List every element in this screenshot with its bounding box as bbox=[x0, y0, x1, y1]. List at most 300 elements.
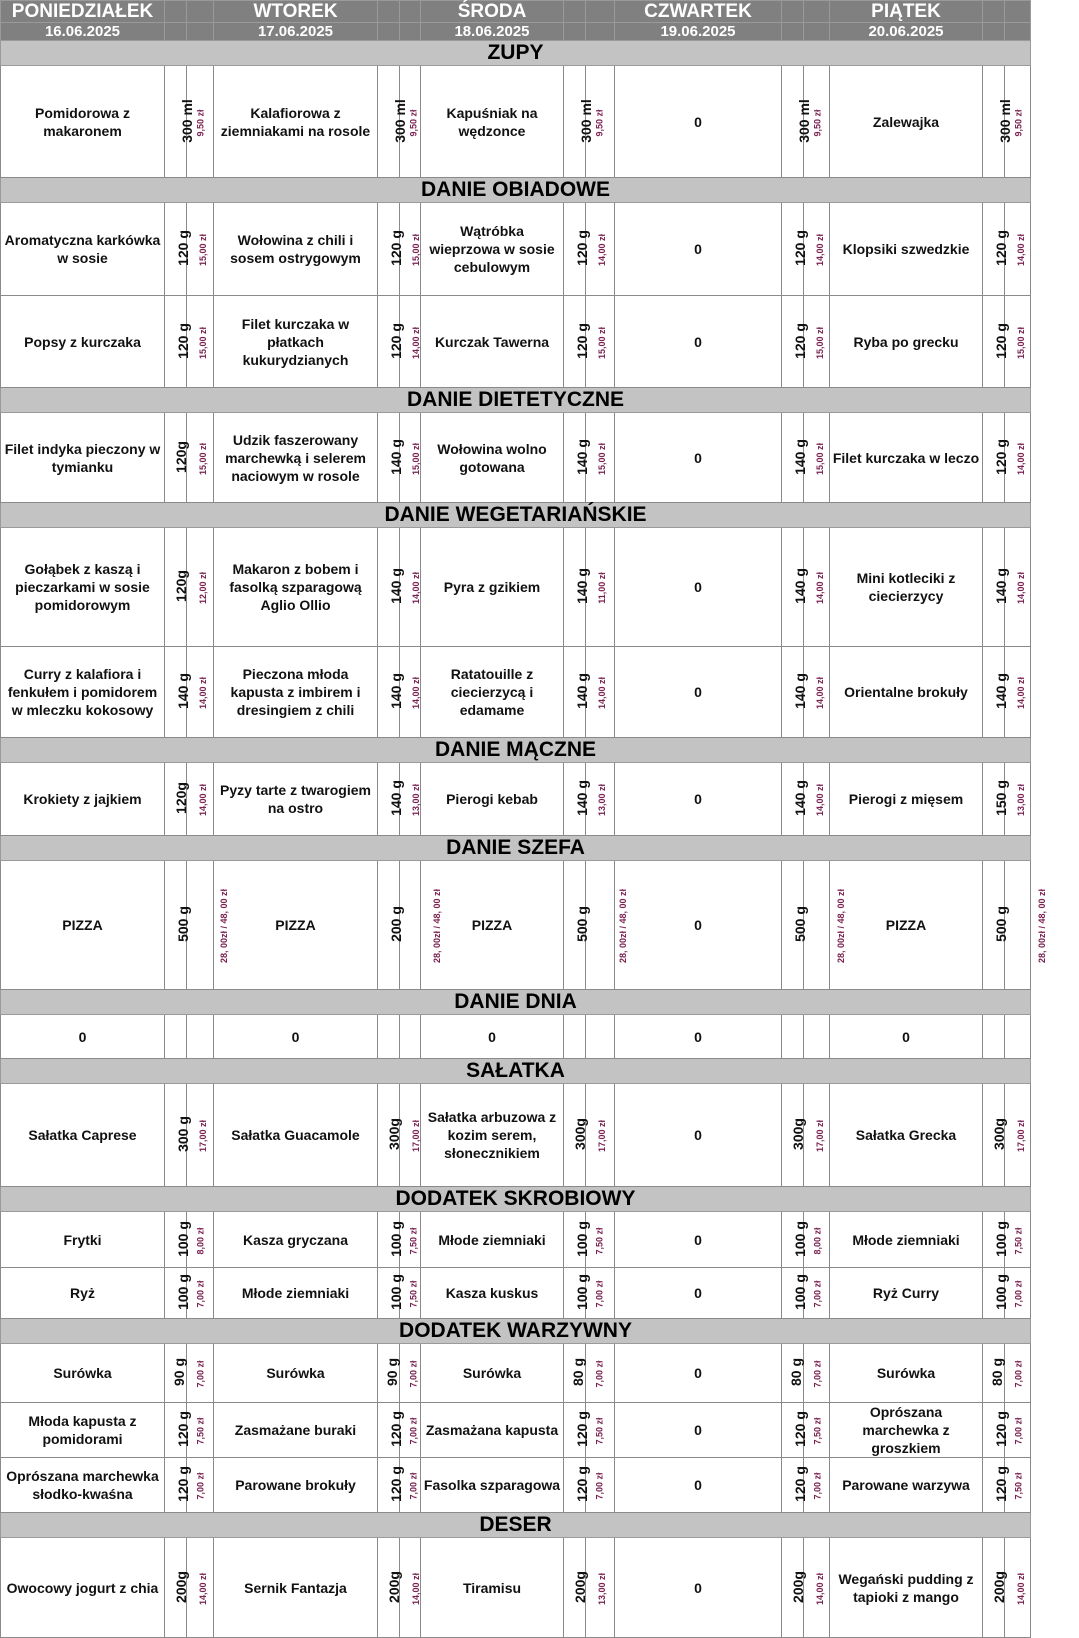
dish-name: Kapuśniak na wędzonce bbox=[421, 66, 564, 178]
dish-weight: 100 g bbox=[791, 1274, 808, 1310]
dish-price-cell bbox=[187, 1538, 214, 1638]
dish-weight: 300 ml bbox=[391, 98, 408, 143]
dish-name: Młode ziemniaki bbox=[830, 1212, 983, 1268]
dish-price-cell bbox=[586, 1538, 615, 1638]
dish-weight-cell bbox=[782, 203, 808, 296]
dish-weight: 120 g bbox=[992, 438, 1009, 475]
dish-name: Oprószana marchewka z groszkiem bbox=[830, 1403, 983, 1458]
dish-weight: 120 g bbox=[791, 1466, 808, 1502]
dish-weight: 120 g bbox=[174, 322, 191, 359]
day-name: WTOREK bbox=[214, 1, 378, 23]
dish-price: 15,00 zł bbox=[815, 326, 826, 359]
dish-price: 14,00 zł bbox=[1016, 442, 1027, 475]
dish-price: 13,00 zł bbox=[411, 783, 422, 817]
dish-price: 7,00 zł bbox=[408, 1360, 419, 1388]
dish-weight: 300g bbox=[571, 1118, 588, 1150]
dish-weight-cell bbox=[564, 413, 590, 503]
dish-price: 7,00 zł bbox=[195, 1360, 206, 1388]
dish-weight-cell bbox=[782, 1084, 804, 1187]
dish-price: 9,50 zł bbox=[1013, 108, 1024, 137]
dish-price: 13,00 zł bbox=[1016, 783, 1027, 817]
menu-item-row bbox=[1, 1015, 1031, 1059]
dish-weight-cell bbox=[782, 1403, 808, 1458]
day-name: ŚRODA bbox=[421, 1, 564, 23]
dish-name: Pieczona młoda kapusta z imbirem i dresingiem z chili bbox=[214, 647, 378, 738]
menu-item-row bbox=[1, 861, 1031, 990]
dish-weight-cell bbox=[564, 66, 594, 178]
dish-weight: 140 g bbox=[791, 673, 808, 709]
dish-price: 14,00 zł bbox=[198, 676, 209, 710]
dish-name: Filet kurczaka w płatkach kukurydzianych bbox=[214, 296, 378, 388]
dish-weight: 120 g bbox=[992, 1411, 1009, 1447]
dish-name: Oprószana marchewka słodko-kwaśna bbox=[1, 1458, 165, 1513]
dish-weight-cell bbox=[564, 1268, 590, 1319]
dish-weight: 500 g bbox=[174, 906, 191, 942]
dish-weight-cell bbox=[378, 1458, 404, 1513]
dish-name: 0 bbox=[615, 1403, 782, 1458]
dish-weight: 140 g bbox=[387, 568, 404, 604]
dish-weight-cell bbox=[378, 413, 404, 503]
dish-weight-cell bbox=[983, 296, 1009, 388]
dish-weight-cell bbox=[782, 528, 808, 647]
day-name: CZWARTEK bbox=[615, 1, 782, 23]
dish-price: 14,00 zł bbox=[597, 676, 608, 710]
dish-weight: 200g bbox=[990, 1570, 1007, 1603]
dish-price: 15,00 zł bbox=[411, 442, 422, 475]
menu-item-row bbox=[1, 1268, 1031, 1319]
dish-weight-cell bbox=[983, 528, 1009, 647]
dish-weight: 120 g bbox=[387, 1411, 404, 1447]
dish-price-cell bbox=[1005, 1344, 1031, 1403]
dish-weight-cell bbox=[378, 1268, 404, 1319]
dish-weight: 120 g bbox=[174, 1411, 191, 1447]
section-header-row bbox=[1, 738, 1031, 763]
dish-name: Kalafiorowa z ziemniakami na rosole bbox=[214, 66, 378, 178]
day-date: 17.06.2025 bbox=[214, 23, 378, 41]
dish-weight-cell bbox=[782, 413, 808, 503]
dish-price: 15,00 zł bbox=[198, 442, 209, 475]
section-title: ZUPY bbox=[1, 41, 1031, 66]
dish-weight-cell bbox=[378, 1538, 400, 1638]
dish-price: 14,00 zł bbox=[1016, 1572, 1027, 1605]
dish-name: 0 bbox=[615, 1212, 782, 1268]
section-header-row bbox=[1, 388, 1031, 413]
dish-price: 14,00 zł bbox=[815, 1572, 826, 1605]
menu-item-row bbox=[1, 528, 1031, 647]
day-name: PIĄTEK bbox=[830, 1, 983, 23]
dish-weight: 120 g bbox=[174, 230, 191, 266]
dish-weight: 120 g bbox=[992, 1466, 1009, 1502]
dish-price-cell bbox=[586, 1015, 615, 1059]
dish-weight: 90 g bbox=[384, 1357, 401, 1387]
dish-weight: 140 g bbox=[573, 673, 590, 709]
dish-weight: 120 g bbox=[791, 322, 808, 359]
dish-weight-cell bbox=[165, 1403, 191, 1458]
dish-price: 14,00 zł bbox=[815, 676, 826, 710]
dish-name: 0 bbox=[615, 1458, 782, 1513]
dish-price-cell bbox=[804, 1084, 830, 1187]
dish-weight: 140 g bbox=[573, 780, 590, 816]
dish-price-cell bbox=[400, 1015, 421, 1059]
dish-weight-cell bbox=[165, 1344, 187, 1403]
section-header-row bbox=[1, 836, 1031, 861]
dish-name: 0 bbox=[615, 413, 782, 503]
dish-name: Surówka bbox=[1, 1344, 165, 1403]
dish-weight-cell bbox=[378, 203, 404, 296]
dish-weight-cell bbox=[983, 1458, 1009, 1513]
section-header-row bbox=[1, 1059, 1031, 1084]
menu-item-row bbox=[1, 66, 1031, 178]
dish-name: Pierogi z mięsem bbox=[830, 763, 983, 836]
dish-name: 0 bbox=[1, 1015, 165, 1059]
dish-name: Makaron z bobem i fasolką szparagową Aglio Ollio bbox=[214, 528, 378, 647]
menu-body bbox=[1, 0, 1048, 1638]
dish-weight-cell bbox=[564, 528, 590, 647]
dish-weight: 120 g bbox=[573, 322, 590, 359]
dish-name: Curry z kalafiora i fenkułem i pomidorem w mleczku kokosowy bbox=[1, 647, 165, 738]
menu-item-row bbox=[1, 1212, 1031, 1268]
dish-weight-cell bbox=[983, 413, 1009, 503]
dish-name: 0 bbox=[615, 1015, 782, 1059]
dish-price-cell bbox=[400, 1538, 421, 1638]
dish-name: Młode ziemniaki bbox=[214, 1268, 378, 1319]
dish-name: Pyzy tarte z twarogiem na ostro bbox=[214, 763, 378, 836]
dish-weight: 300g bbox=[385, 1118, 402, 1150]
dish-price: 7,00 zł bbox=[812, 1280, 823, 1308]
dish-weight-cell bbox=[782, 1015, 804, 1059]
dish-price-cell bbox=[804, 1344, 830, 1403]
dish-name: Wątróbka wieprzowa w sosie cebulowym bbox=[421, 203, 564, 296]
dish-price-cell bbox=[1005, 1015, 1031, 1059]
section-title: DANIE WEGETARIAŃSKIE bbox=[1, 503, 1031, 528]
dish-price: 9,50 zł bbox=[812, 108, 823, 137]
dish-price-cell bbox=[804, 1015, 830, 1059]
dish-price: 28, 00zł / 48, 00 zł bbox=[1037, 888, 1048, 964]
dish-weight-cell bbox=[782, 296, 808, 388]
day-date: 20.06.2025 bbox=[830, 23, 983, 41]
date-header-row bbox=[1, 23, 1031, 41]
dish-weight: 120g bbox=[172, 570, 189, 602]
dish-weight-cell bbox=[378, 647, 404, 738]
dish-weight: 80 g bbox=[989, 1357, 1006, 1387]
dish-weight-cell bbox=[983, 1212, 1009, 1268]
section-header-row bbox=[1, 1319, 1031, 1344]
dish-price: 14,00 zł bbox=[411, 676, 422, 710]
dish-price: 14,00 zł bbox=[815, 783, 826, 817]
dish-weight: 120 g bbox=[573, 1466, 590, 1502]
dish-price: 14,00 zł bbox=[198, 783, 209, 817]
menu-item-row bbox=[1, 763, 1031, 836]
dish-weight: 140 g bbox=[174, 673, 191, 709]
dish-price: 12,00 zł bbox=[198, 571, 209, 605]
dish-name: Surówka bbox=[421, 1344, 564, 1403]
dish-price: 14,00 zł bbox=[597, 233, 608, 267]
dish-price-cell bbox=[187, 1015, 214, 1059]
dish-name: Młode ziemniaki bbox=[421, 1212, 564, 1268]
dish-price-cell bbox=[187, 528, 214, 647]
dish-name: Kurczak Tawerna bbox=[421, 296, 564, 388]
dish-weight: 200g bbox=[571, 1570, 588, 1603]
dish-name: Ryba po grecku bbox=[830, 296, 983, 388]
dish-price: 15,00 zł bbox=[1016, 326, 1027, 359]
dish-weight-cell bbox=[983, 1015, 1005, 1059]
dish-weight: 300 ml bbox=[795, 98, 812, 143]
dish-price: 14,00 zł bbox=[1016, 233, 1027, 267]
dish-weight-cell bbox=[564, 763, 590, 836]
dish-name: PIZZA bbox=[830, 861, 983, 990]
dish-price: 28, 00zł / 48, 00 zł bbox=[219, 888, 230, 964]
dish-price: 14,00 zł bbox=[1016, 676, 1027, 710]
section-header-row bbox=[1, 178, 1031, 203]
menu-item-row bbox=[1, 413, 1031, 503]
dish-name: Filet kurczaka w leczo bbox=[830, 413, 983, 503]
dish-price: 7,50 zł bbox=[595, 1226, 605, 1255]
dish-price: 14,00 zł bbox=[411, 1572, 422, 1605]
dish-weight: 100 g bbox=[174, 1274, 191, 1310]
dish-name: Klopsiki szwedzkie bbox=[830, 203, 983, 296]
day-date: 19.06.2025 bbox=[615, 23, 782, 41]
dish-weight-cell bbox=[165, 763, 187, 836]
dish-price: 9,50 zł bbox=[595, 108, 605, 137]
dish-weight: 120g bbox=[172, 782, 189, 814]
dish-name: Popsy z kurczaka bbox=[1, 296, 165, 388]
dish-price: 15,00 zł bbox=[198, 326, 209, 359]
dish-weight-cell bbox=[564, 861, 590, 990]
dish-weight: 140 g bbox=[791, 568, 808, 604]
dish-weight: 140 g bbox=[387, 780, 404, 816]
dish-name: 0 bbox=[615, 763, 782, 836]
dish-name: Surówka bbox=[214, 1344, 378, 1403]
dish-weight: 100 g bbox=[573, 1274, 590, 1310]
dish-name: 0 bbox=[615, 203, 782, 296]
dish-weight-cell bbox=[782, 1268, 808, 1319]
dish-name: 0 bbox=[615, 1538, 782, 1638]
dish-weight-cell bbox=[378, 296, 404, 388]
dish-weight: 140 g bbox=[387, 673, 404, 709]
day-header-row bbox=[1, 1, 1031, 23]
dish-price: 7,50 zł bbox=[1013, 1472, 1024, 1500]
dish-weight-cell bbox=[983, 1403, 1009, 1458]
menu-item-row bbox=[1, 1403, 1031, 1458]
dish-price: 7,00 zł bbox=[408, 1472, 419, 1500]
dish-weight-cell bbox=[983, 1268, 1009, 1319]
dish-weight-cell bbox=[564, 1015, 586, 1059]
dish-weight-cell bbox=[378, 528, 404, 647]
dish-price: 7,50 zł bbox=[408, 1226, 419, 1255]
dish-weight-cell bbox=[983, 1344, 1005, 1403]
dish-price: 15,00 zł bbox=[815, 442, 826, 475]
dish-weight: 140 g bbox=[791, 438, 808, 475]
section-header-row bbox=[1, 1513, 1031, 1538]
dish-price: 7,00 zł bbox=[408, 1417, 419, 1445]
dish-price: 7,00 zł bbox=[812, 1472, 823, 1500]
dish-price: 28, 00zł / 48, 00 zł bbox=[836, 888, 847, 964]
dish-weight-cell bbox=[165, 861, 191, 990]
dish-weight: 80 g bbox=[788, 1357, 805, 1387]
dish-price: 15,00 zł bbox=[411, 233, 422, 267]
dish-weight: 120 g bbox=[573, 1411, 590, 1447]
dish-weight-cell bbox=[983, 861, 1009, 990]
menu-item-row bbox=[1, 647, 1031, 738]
dish-weight-cell bbox=[983, 647, 1009, 738]
dish-price: 7,00 zł bbox=[1013, 1417, 1024, 1445]
section-title: DESER bbox=[1, 1513, 1031, 1538]
dish-weight-cell bbox=[378, 1084, 400, 1187]
dish-name: 0 bbox=[615, 1084, 782, 1187]
dish-price-cell bbox=[1005, 1538, 1031, 1638]
dish-weight-cell bbox=[165, 413, 187, 503]
dish-price: 7,00 zł bbox=[195, 1280, 206, 1308]
day-name: PONIEDZIAŁEK bbox=[1, 1, 165, 23]
dish-name: Tiramisu bbox=[421, 1538, 564, 1638]
dish-name: Gołąbek z kaszą i pieczarkami w sosie pomidorowym bbox=[1, 528, 165, 647]
dish-price-cell bbox=[187, 763, 214, 836]
dish-weight: 300g bbox=[990, 1118, 1007, 1150]
dish-name: PIZZA bbox=[421, 861, 564, 990]
dish-weight: 120 g bbox=[387, 1466, 404, 1502]
dish-name: Kasza kuskus bbox=[421, 1268, 564, 1319]
dish-weight-cell bbox=[983, 763, 1009, 836]
dish-weight: 140 g bbox=[573, 568, 590, 604]
dish-price: 28, 00zł / 48, 00 zł bbox=[432, 888, 443, 964]
dish-weight-cell bbox=[165, 1458, 191, 1513]
dish-name: Owocowy jogurt z chia bbox=[1, 1538, 165, 1638]
dish-weight-cell bbox=[165, 66, 195, 178]
dish-weight-cell bbox=[782, 1344, 804, 1403]
dish-price: 7,50 zł bbox=[1013, 1226, 1024, 1255]
day-date: 16.06.2025 bbox=[1, 23, 165, 41]
dish-price: 15,00 zł bbox=[597, 442, 608, 475]
dish-weight-cell bbox=[165, 203, 191, 296]
dish-weight: 140 g bbox=[791, 780, 808, 816]
dish-name: Pomidorowa z makaronem bbox=[1, 66, 165, 178]
dish-weight: 500 g bbox=[992, 906, 1009, 942]
menu-item-row bbox=[1, 296, 1031, 388]
section-title: DODATEK SKROBIOWY bbox=[1, 1187, 1031, 1212]
dish-price: 7,00 zł bbox=[195, 1472, 206, 1500]
dish-weight: 120 g bbox=[791, 230, 808, 266]
dish-price: 13,00 zł bbox=[597, 1572, 608, 1605]
dish-weight-cell bbox=[564, 1344, 586, 1403]
dish-weight-cell bbox=[165, 1212, 191, 1268]
dish-name: 0 bbox=[615, 1268, 782, 1319]
dish-name: Fasolka szparagowa bbox=[421, 1458, 564, 1513]
dish-weight: 300 ml bbox=[577, 98, 594, 143]
dish-weight: 120 g bbox=[174, 1466, 191, 1502]
menu-item-row bbox=[1, 1344, 1031, 1403]
dish-weight: 300 g bbox=[174, 1116, 191, 1152]
dish-weight-cell bbox=[782, 647, 808, 738]
dish-name: Orientalne brokuły bbox=[830, 647, 983, 738]
dish-weight: 100 g bbox=[174, 1220, 191, 1257]
dish-name: Ryż bbox=[1, 1268, 165, 1319]
dish-name: Mini kotleciki z ciecierzycy bbox=[830, 528, 983, 647]
dish-weight: 120 g bbox=[992, 322, 1009, 359]
dish-weight: 200g bbox=[385, 1570, 402, 1603]
dish-weight: 120 g bbox=[387, 230, 404, 266]
dish-name: 0 bbox=[615, 861, 782, 990]
dish-weight-cell bbox=[165, 296, 191, 388]
menu-item-row bbox=[1, 1458, 1031, 1513]
dish-name: Surówka bbox=[830, 1344, 983, 1403]
dish-name: Wegański pudding z tapioki z mango bbox=[830, 1538, 983, 1638]
dish-name: 0 bbox=[615, 528, 782, 647]
dish-price: 14,00 zł bbox=[198, 1572, 209, 1605]
dish-price-cell bbox=[400, 1344, 421, 1403]
dish-weight: 100 g bbox=[387, 1274, 404, 1310]
section-title: DANIE DIETETYCZNE bbox=[1, 388, 1031, 413]
dish-weight: 300g bbox=[789, 1118, 806, 1150]
dish-weight-cell bbox=[165, 1084, 191, 1187]
dish-weight: 300 ml bbox=[996, 98, 1013, 143]
dish-weight-cell bbox=[782, 66, 812, 178]
dish-price: 7,00 zł bbox=[812, 1360, 823, 1388]
dish-name: 0 bbox=[615, 647, 782, 738]
dish-weight-cell bbox=[983, 203, 1009, 296]
dish-price: 8,00 zł bbox=[195, 1226, 206, 1255]
dish-weight-cell bbox=[564, 1084, 586, 1187]
dish-price: 8,00 zł bbox=[812, 1226, 823, 1255]
dish-price-cell bbox=[187, 1344, 214, 1403]
dish-weight-cell bbox=[378, 66, 408, 178]
dish-weight-cell bbox=[165, 647, 191, 738]
dish-name: Pyra z gzikiem bbox=[421, 528, 564, 647]
dish-price-cell bbox=[187, 413, 214, 503]
dish-weight: 140 g bbox=[992, 568, 1009, 604]
dish-price: 7,50 zł bbox=[595, 1417, 605, 1445]
dish-name: Młoda kapusta z pomidorami bbox=[1, 1403, 165, 1458]
dish-price: 17,00 zł bbox=[1016, 1119, 1027, 1153]
section-title: DANIE SZEFA bbox=[1, 836, 1031, 861]
section-title: SAŁATKA bbox=[1, 1059, 1031, 1084]
dish-name: Pierogi kebab bbox=[421, 763, 564, 836]
dish-price: 15,00 zł bbox=[198, 233, 209, 267]
dish-name: 0 bbox=[615, 1344, 782, 1403]
dish-name: Sałatka Caprese bbox=[1, 1084, 165, 1187]
dish-price: 9,50 zł bbox=[408, 108, 419, 137]
dish-weight-cell bbox=[782, 1538, 804, 1638]
dish-weight: 200g bbox=[172, 1570, 189, 1603]
dish-name: Ratatouille z ciecierzycą i edamame bbox=[421, 647, 564, 738]
dish-weight-cell bbox=[378, 861, 404, 990]
day-date: 18.06.2025 bbox=[421, 23, 564, 41]
dish-weight-cell bbox=[782, 763, 808, 836]
dish-name: Sernik Fantazja bbox=[214, 1538, 378, 1638]
dish-price-cell bbox=[400, 1084, 421, 1187]
dish-weight: 150 g bbox=[992, 780, 1009, 816]
dish-price: 14,00 zł bbox=[815, 571, 826, 605]
dish-weight-cell bbox=[983, 66, 1013, 178]
dish-weight: 100 g bbox=[992, 1220, 1009, 1257]
dish-price: 9,50 zł bbox=[195, 108, 206, 137]
dish-name: PIZZA bbox=[214, 861, 378, 990]
dish-weight: 100 g bbox=[992, 1274, 1009, 1310]
dish-weight: 80 g bbox=[570, 1357, 587, 1387]
dish-name: Krokiety z jajkiem bbox=[1, 763, 165, 836]
dish-price: 7,00 zł bbox=[1013, 1280, 1024, 1308]
dish-weight-cell bbox=[165, 1538, 187, 1638]
dish-price: 17,00 zł bbox=[411, 1119, 422, 1153]
dish-weight-cell bbox=[165, 528, 187, 647]
dish-price: 17,00 zł bbox=[198, 1119, 209, 1153]
dish-price: 14,00 zł bbox=[1016, 571, 1027, 605]
dish-name: Parowane warzywa bbox=[830, 1458, 983, 1513]
dish-price: 28, 00zł / 48, 00 zł bbox=[618, 888, 629, 964]
dish-weight-cell bbox=[378, 763, 404, 836]
dish-weight-cell bbox=[564, 1458, 590, 1513]
dish-price: 11,00 zł bbox=[596, 572, 607, 604]
dish-price: 7,00 zł bbox=[1013, 1360, 1024, 1388]
